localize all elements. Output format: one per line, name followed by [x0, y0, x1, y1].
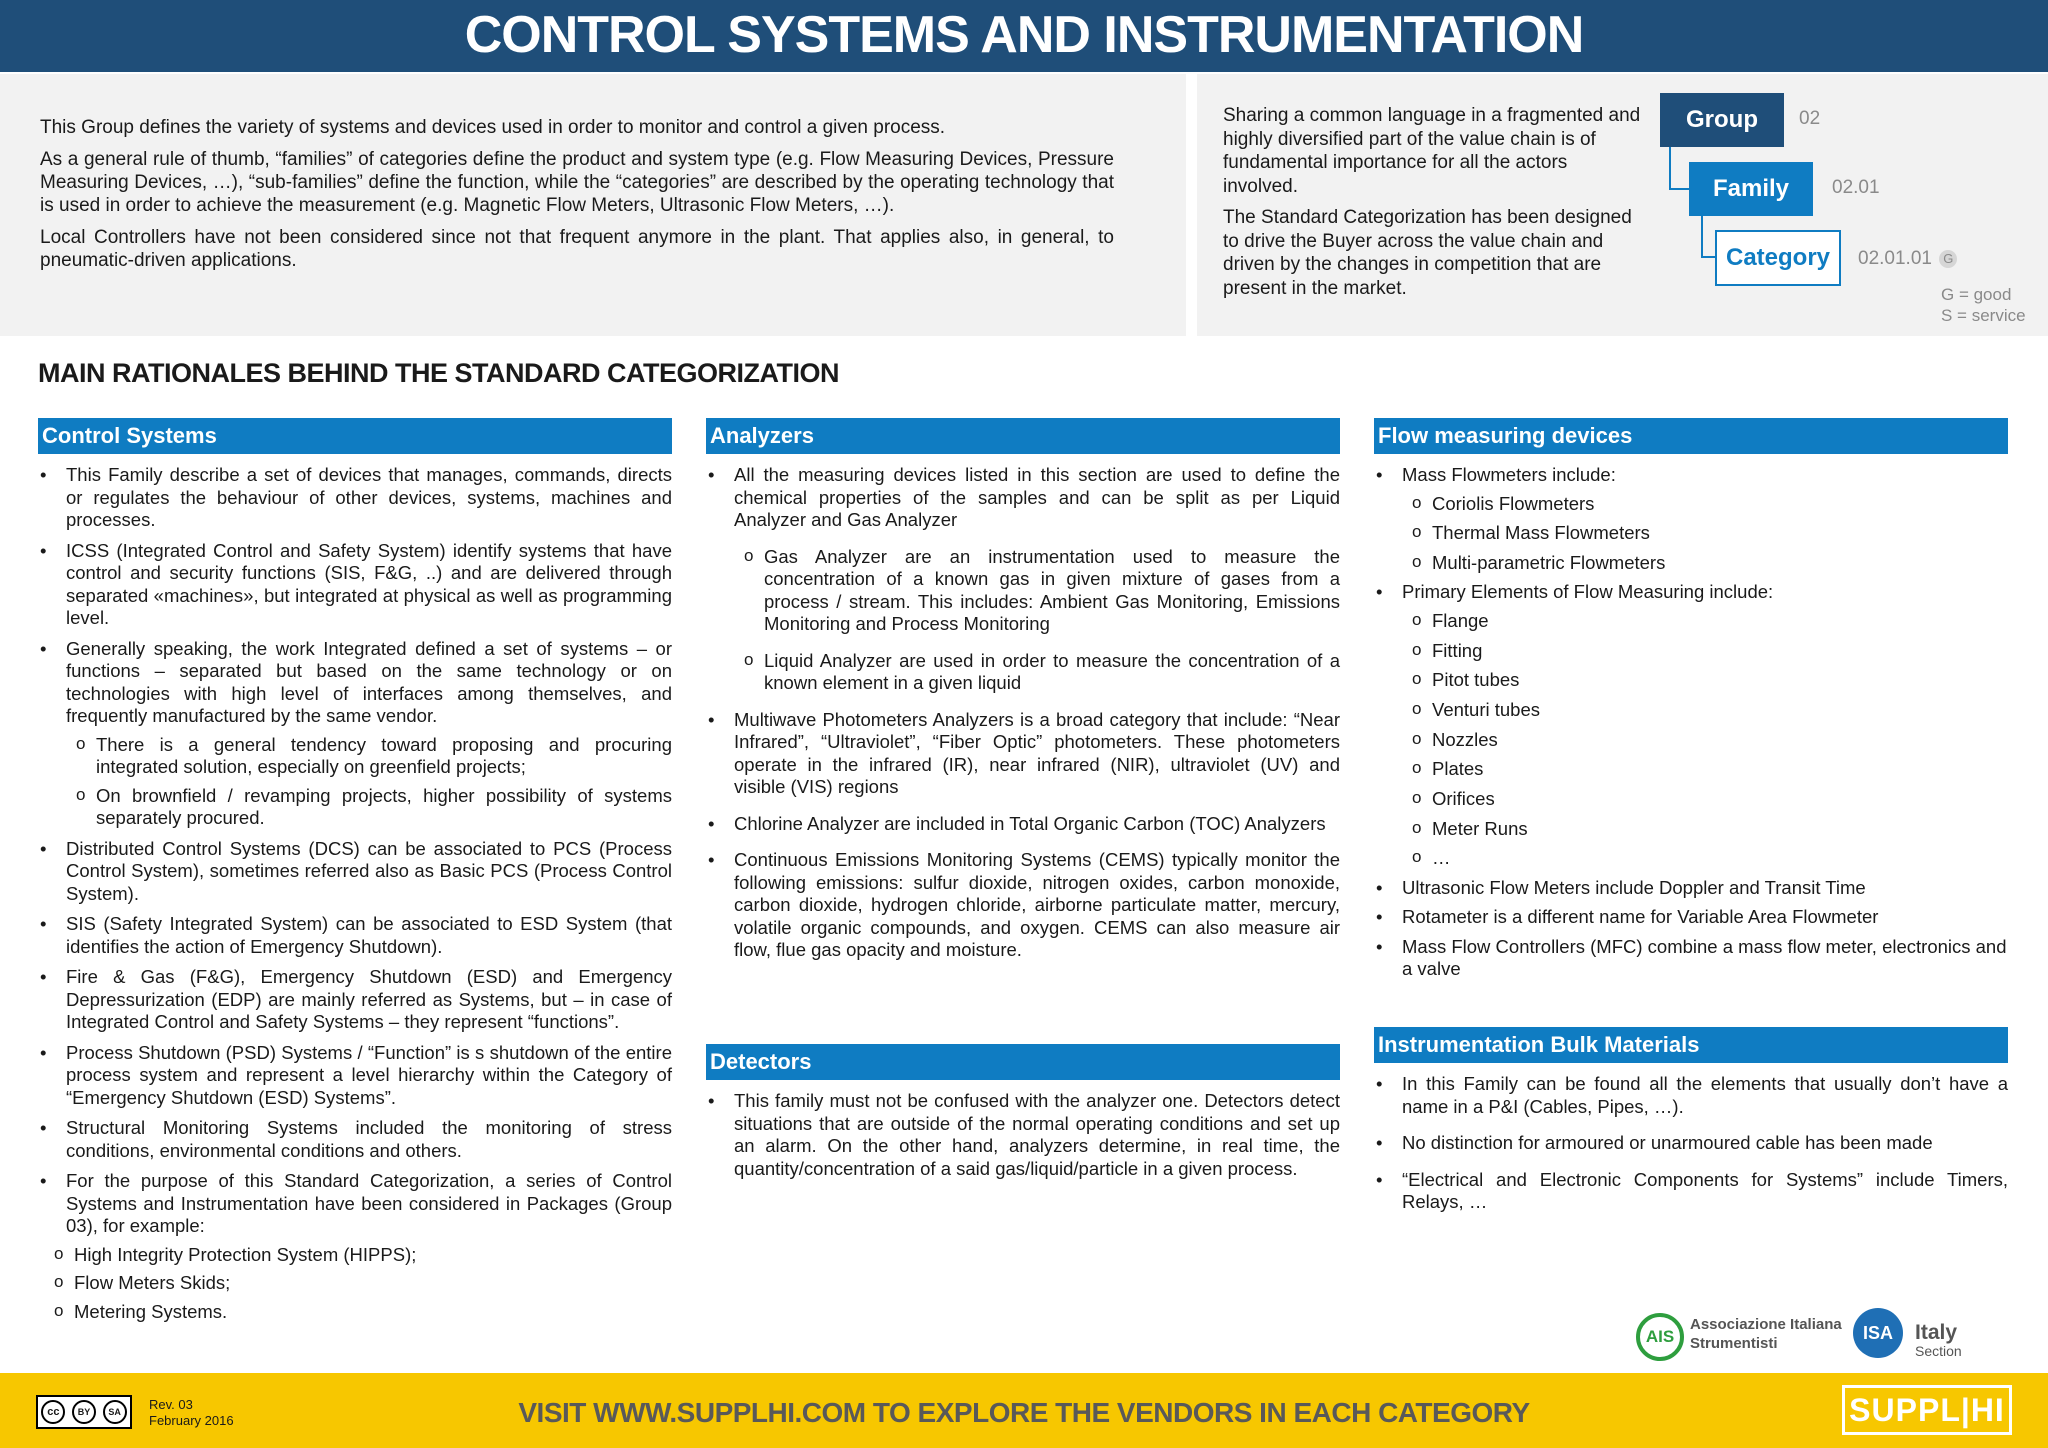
ais-name — [1690, 1315, 1842, 1353]
list-item: • This Family describe a set of devices that manages, commands, directs or regulates the behaviour of other devices, systems, machines and processes. — [38, 464, 672, 532]
list-item: • Fire & Gas (F&G), Emergency Shutdown (ESD) and Emergency Depressurization (EDP) are mainly referred as Systems, but – in case of Integrated Control and Safety Systems – they represent “functions”. — [38, 966, 672, 1034]
list-item: • No distinction for armoured or unarmoured cable has been made — [1374, 1132, 2008, 1155]
family-box: Family — [1689, 162, 1813, 216]
list-item-text: For the purpose of this Standard Categorization, a series of Control Systems and Instrumentation have been considered in Packages (Group 03), for example: — [66, 1170, 672, 1236]
list-item — [1374, 464, 2008, 574]
intro-paragraph: This Group defines the variety of systems and devices used in order to monitor and control a given process. — [40, 117, 946, 138]
category-box: Category — [1715, 230, 1841, 286]
control-systems-heading: Control Systems — [38, 418, 672, 454]
sub-list-item: o There is a general tendency toward proposing and procuring integrated solution, especially on greenfield projects; — [66, 734, 672, 779]
legend-good: G = good — [1941, 285, 2012, 304]
family-code: 02.01 — [1832, 177, 1880, 198]
legend-service: S = service — [1941, 306, 2026, 325]
list-item: • Chlorine Analyzer are included in Total Organic Carbon (TOC) Analyzers — [706, 813, 1340, 836]
list-item-text: Mass Flowmeters include: — [1402, 464, 1616, 485]
isa-name-line: Italy — [1915, 1321, 1958, 1344]
section-heading: MAIN RATIONALES BEHIND THE STANDARD CATEGORIZATION — [38, 358, 839, 388]
list-item — [38, 638, 672, 830]
ais-name-line: Associazione Italiana — [1690, 1316, 1842, 1333]
list-item: • Mass Flow Controllers (MFC) combine a mass flow meter, electronics and a valve — [1374, 936, 2008, 981]
intro-panel — [0, 74, 1186, 336]
sub-list-item: o Venturi tubes — [1402, 699, 2008, 722]
sub-list-item: o Plates — [1402, 758, 2008, 781]
detectors-heading: Detectors — [706, 1044, 1340, 1080]
flow-heading: Flow measuring devices — [1374, 418, 2008, 454]
visit-link[interactable]: VISIT WWW.SUPPLHI.COM TO EXPLORE THE VENDORS IN EACH CATEGORY — [518, 1397, 1530, 1428]
legend — [1941, 284, 2026, 326]
sub-list-item: o Flow Meters Skids; — [44, 1272, 672, 1295]
list-item: • Rotameter is a different name for Variable Area Flowmeter — [1374, 906, 2008, 929]
isa-logo: ISA — [1853, 1308, 1903, 1358]
sub-list-item: o Pitot tubes — [1402, 669, 2008, 692]
list-item: • In this Family can be found all the elements that usually don’t have a name in a P&I (Cables, Pipes, …). — [1374, 1073, 2008, 1118]
list-item-text: All the measuring devices listed in this section are used to define the chemical properties of the samples and can be split as per Liquid Analyzer and Gas Analyzer — [734, 464, 1340, 530]
sub-list-item: o Nozzles — [1402, 729, 2008, 752]
sub-list-item: o Liquid Analyzer are used in order to measure the concentration of a known element in a given liquid — [734, 650, 1340, 695]
list-item — [38, 1170, 672, 1323]
by-icon: BY — [72, 1400, 96, 1424]
list-item: • Distributed Control Systems (DCS) can be associated to PCS (Process Control System), sometimes referred also as Basic PCS (Process Control System). — [38, 838, 672, 906]
list-item: • This family must not be confused with the analyzer one. Detectors detect situations that are outside of the normal operating conditions and set up an alarm. On the other hand, analyzers determine, in real time, the quantity/concentration of a said gas/liquid/particle in a given process. — [706, 1090, 1340, 1180]
hierarchy-text: Sharing a common language in a fragmented and highly diversified part of the value chain is of fundamental importance for all the actors involved. — [1223, 105, 1641, 197]
sub-list-item: o Meter Runs — [1402, 818, 2008, 841]
list-item: • “Electrical and Electronic Components for Systems” include Timers, Relays, … — [1374, 1169, 2008, 1214]
group-code: 02 — [1799, 108, 1821, 129]
sub-list-item: o Metering Systems. — [44, 1301, 672, 1324]
detectors-column — [706, 1044, 1340, 1188]
footer-bar — [0, 1373, 2048, 1448]
cc-icon: cc — [41, 1400, 65, 1424]
hierarchy-text: The Standard Categorization has been designed to drive the Buyer across the value chain and driven by the changes in competition that are present in the market. — [1223, 207, 1632, 299]
list-item: • Multiwave Photometers Analyzers is a broad category that include: “Near Infrared”, “Ultraviolet”, “Fiber Optic” photometers. These photometers operate in the infrared (IR), near infrared (NIR), ultraviolet (UV) and visible (VIS) regions — [706, 709, 1340, 799]
list-item — [706, 464, 1340, 695]
list-item: • Continuous Emissions Monitoring Systems (CEMS) typically monitor the following emissions: sulfur dioxide, nitrogen oxides, carbon monoxide, carbon dioxide, hydrogen chloride, airborne particulate matter, mercury, volatile organic compounds, and oxygen. CEMS can also measure air flow, flue gas opacity and moisture. — [706, 849, 1340, 962]
list-item: • Ultrasonic Flow Meters include Doppler and Transit Time — [1374, 877, 2008, 900]
sub-list-item: o Orifices — [1402, 788, 2008, 811]
sub-list-item: o High Integrity Protection System (HIPPS); — [44, 1244, 672, 1267]
list-item: • Process Shutdown (PSD) Systems / “Function” is s shutdown of the entire process system and represent a level hierarchy within the Category of “Emergency Shutdown (ESD) Systems”. — [38, 1042, 672, 1110]
sub-list-item: o Fitting — [1402, 640, 2008, 663]
sub-list-item: o Flange — [1402, 610, 2008, 633]
analyzers-column — [706, 418, 1340, 970]
revision-date: February 2016 — [149, 1413, 234, 1428]
flow-column — [1374, 418, 2008, 988]
hierarchy-panel — [1197, 74, 2048, 336]
ais-logo: AIS — [1636, 1313, 1684, 1361]
category-code: 02.01.01 — [1858, 248, 1932, 269]
ais-name-line: Strumentisti — [1690, 1335, 1778, 1352]
list-item-text: Generally speaking, the work Integrated defined a set of systems – or functions – separated but based on the same technology or on technologies with high level of interfaces among themselves, and frequently manufactured by the same vendor. — [66, 637, 672, 726]
page-title: CONTROL SYSTEMS AND INSTRUMENTATION — [0, 0, 2048, 72]
sub-list-item: o Gas Analyzer are an instrumentation used to measure the concentration of a known gas in given mixture of gases from a process / stream. This includes: Ambient Gas Monitoring, Emissions Monitoring and Process Monitoring — [734, 546, 1340, 636]
connector-line — [1669, 188, 1689, 190]
connector-line — [1701, 256, 1715, 258]
category-code-wrap — [1858, 248, 1957, 270]
bulk-materials-heading: Instrumentation Bulk Materials — [1374, 1027, 2008, 1063]
group-box: Group — [1660, 93, 1784, 147]
isa-name-line: Section — [1915, 1343, 1962, 1359]
good-badge: G — [1939, 250, 1957, 268]
revision-number: Rev. 03 — [149, 1397, 193, 1412]
intro-paragraph: As a general rule of thumb, “families” of categories define the product and system type (e.g. Flow Measuring Devices, Pressure Measuring Devices, …), “sub-families” define the function, while the “categories” are described by the operating technology that is used in order to achieve the measurement (e.g. Magnetic Flow Meters, Ultrasonic Flow Meters, …). — [40, 149, 1114, 216]
sub-list-item: o Coriolis Flowmeters — [1402, 493, 2008, 516]
intro-paragraph: Local Controllers have not been considered since not that frequent anymore in the plant. That applies also, in general, to pneumatic-driven applications. — [40, 227, 1114, 271]
sub-list-item: o Multi-parametric Flowmeters — [1402, 552, 2008, 575]
supplhi-logo[interactable]: SUPPL|HI — [1842, 1385, 2012, 1435]
list-item — [1374, 581, 2008, 870]
control-systems-column — [38, 418, 672, 1331]
connector-line — [1701, 216, 1703, 258]
list-item: • SIS (Safety Integrated System) can be associated to ESD System (that identifies the action of Emergency Shutdown). — [38, 913, 672, 958]
sub-list-item: o Thermal Mass Flowmeters — [1402, 522, 2008, 545]
connector-line — [1669, 147, 1671, 190]
list-item-text: Primary Elements of Flow Measuring include: — [1402, 581, 1774, 603]
sub-list-item: o … — [1402, 847, 2008, 870]
sa-icon: SA — [103, 1400, 127, 1424]
list-item: • Structural Monitoring Systems included the monitoring of stress conditions, environmental conditions and others. — [38, 1117, 672, 1162]
sub-list-item: o On brownfield / revamping projects, higher possibility of systems separately procured. — [66, 785, 672, 830]
isa-name — [1915, 1322, 1962, 1359]
analyzers-heading: Analyzers — [706, 418, 1340, 454]
list-item: • ICSS (Integrated Control and Safety System) identify systems that have control and security functions (SIS, F&G, ..) and are delivered through separated «machines», but integrated at physical as well as programming level. — [38, 540, 672, 630]
bulk-materials-column — [1374, 1027, 2008, 1222]
